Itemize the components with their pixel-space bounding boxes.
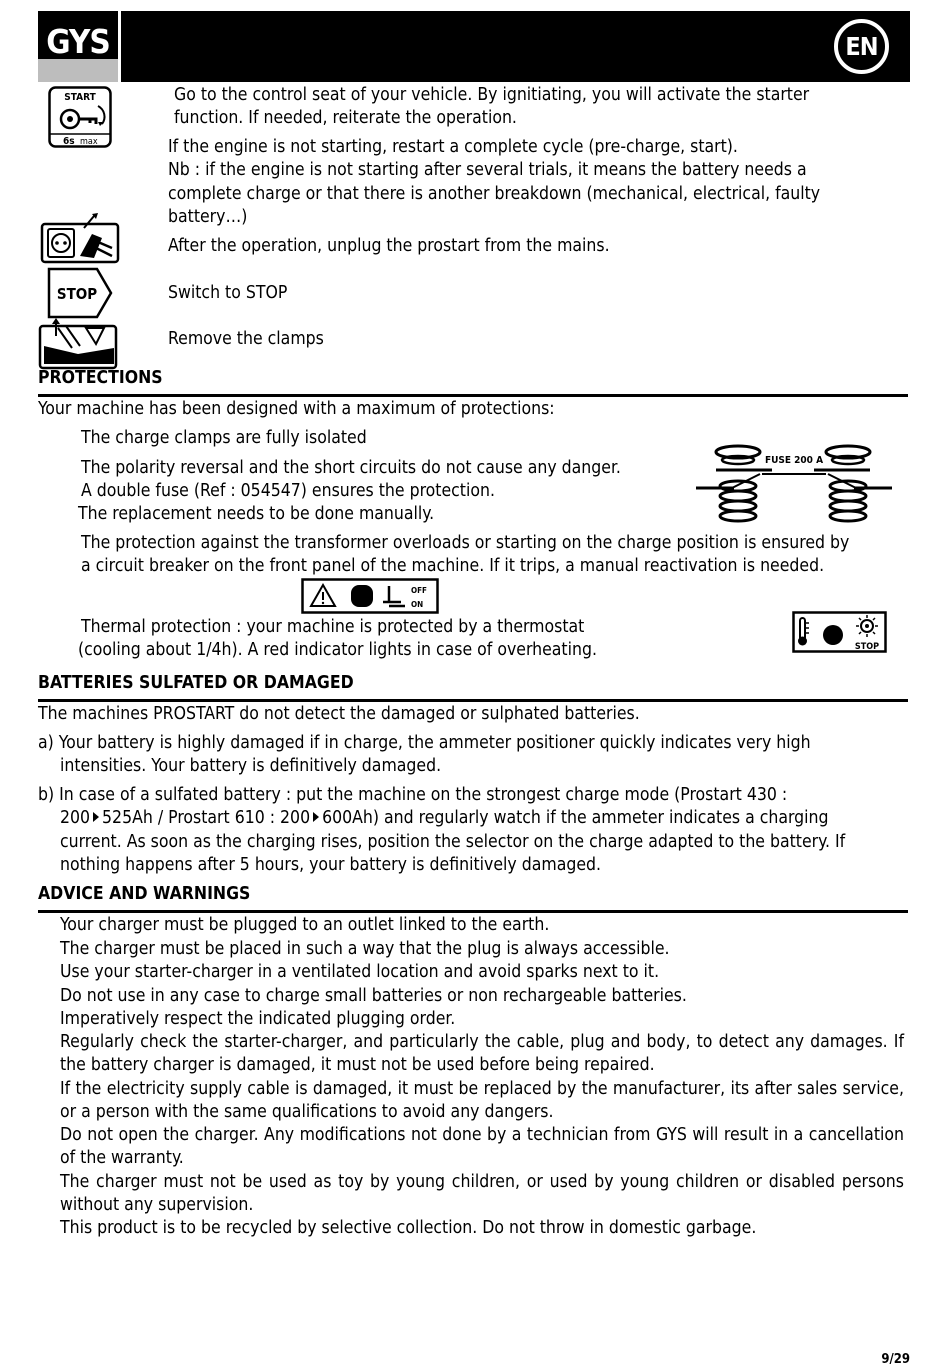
unplug-text: After the operation, unplug the prostart from the mains. [168, 236, 610, 256]
remove-clamps-text: Remove the clamps [168, 329, 324, 349]
protections-intro: Your machine has been designed with a maximum of protections: [38, 399, 555, 419]
unplug-icon [40, 212, 120, 264]
advice-item: The charger must be placed in such a way that the plug is always accessible. [60, 939, 670, 959]
breaker-off-label: OFF [411, 586, 427, 595]
start-line-2: function. If needed, reiterate the operation. [174, 108, 517, 128]
fuse-icon-label: FUSE 200 A [764, 455, 824, 466]
start-icon-time: 6s [63, 136, 75, 147]
logo-separator [118, 11, 121, 82]
logo-stripe [38, 59, 118, 82]
restart-line-3: complete charge or that there is another breakdown (mechanical, electrical, faulty [168, 184, 821, 204]
protection-fuse: A double fuse (Ref : 054547) ensures the protection. [81, 481, 495, 501]
restart-line-1: If the engine is not starting, restart a complete cycle (pre-charge, start). [168, 137, 738, 157]
b-line-2-part-3: 600Ah) and regularly watch if the ammeter indicates a charging [322, 808, 829, 828]
remove-clamps-icon [38, 318, 120, 370]
advice-item: Imperatively respect the indicated plugging order. [60, 1009, 456, 1029]
b-line-2-part-2: 525Ah / Prostart 610 : 200 [102, 808, 311, 828]
advice-item: Do not open the charger. Any modifications not done by a technician from GYS will result in a cancellation of the warranty. [60, 1125, 904, 1169]
page-number: 9/29 [881, 1352, 910, 1367]
advice-item: Regularly check the starter-charger, and particularly the cable, plug and body, to detect any damages. If the battery charger is damaged, it must not be used before being repaired. [60, 1032, 904, 1076]
batteries-b-line-1: b) In case of a sulfated battery : put the machine on the strongest charge mode (Prostart 430 : [38, 785, 788, 805]
breaker-on-label: ON [411, 600, 424, 609]
batteries-b-line-3: current. As soon as the charging rises, position the selector on the charge adapted to the battery. If [60, 832, 846, 852]
fuse-icon [694, 444, 894, 526]
advice-item: Your charger must be plugged to an outlet linked to the earth. [60, 915, 550, 935]
advice-item: Do not use in any case to charge small batteries or non rechargeable batteries. [60, 986, 687, 1006]
advice-item: If the electricity supply cable is damaged, it must be replaced by the manufacturer, its after sales service, or a person with the same qualifications to avoid any dangers. [60, 1079, 904, 1123]
protection-thermal-1: Thermal protection : your machine is protected by a thermostat [81, 617, 585, 637]
thermal-icon-label: STOP [854, 642, 880, 652]
start-icon-time-unit: max [80, 137, 98, 147]
advice-heading: ADVICE AND WARNINGS [38, 884, 251, 904]
start-line-1: Go to the control seat of your vehicle. By ignitiating, you will activate the starter [174, 85, 810, 105]
switch-stop-text: Switch to STOP [168, 283, 288, 303]
language-badge: EN [834, 19, 889, 74]
batteries-b-line-4: nothing happens after 5 hours, your battery is definitively damaged. [60, 855, 602, 875]
batteries-heading: BATTERIES SULFATED OR DAMAGED [38, 673, 354, 693]
restart-line-4: battery…) [168, 207, 248, 227]
stop-icon [47, 267, 113, 319]
header-bar [38, 11, 910, 82]
thermal-protection-icon [792, 611, 887, 653]
advice-item: The charger must not be used as toy by young children, or used by young children or disabled persons without any supervision. [60, 1172, 904, 1216]
protections-rule [38, 394, 908, 397]
restart-line-2: Nb : if the engine is not starting after several trials, it means the battery needs a [168, 160, 807, 180]
protection-replacement: The replacement needs to be done manually. [78, 504, 435, 524]
batteries-a-line-2: intensities. Your battery is definitively damaged. [60, 756, 442, 776]
start-icon-label: START [64, 92, 96, 103]
protection-polarity: The polarity reversal and the short circuits do not cause any danger. [81, 458, 621, 478]
start-key-icon [48, 86, 112, 148]
arrow-right-icon [90, 810, 102, 824]
batteries-b-line-2 [60, 807, 829, 830]
circuit-breaker-icon [301, 578, 439, 614]
protection-overload-1: The protection against the transformer overloads or starting on the charge position is ensured by [81, 533, 850, 553]
batteries-rule [38, 699, 908, 702]
protection-thermal-2: (cooling about 1/4h). A red indicator lights in case of overheating. [78, 640, 597, 660]
protections-heading: PROTECTIONS [38, 368, 163, 388]
gys-logo: GYS [46, 22, 110, 61]
protection-clamps: The charge clamps are fully isolated [81, 428, 367, 448]
stop-icon-label: STOP [56, 285, 98, 303]
batteries-intro: The machines PROSTART do not detect the damaged or sulphated batteries. [38, 704, 640, 724]
batteries-a-line-1: a) Your battery is highly damaged if in charge, the ammeter positioner quickly indicates very high [38, 733, 811, 753]
b-line-2-part-1: 200 [60, 808, 91, 828]
advice-rule [38, 910, 908, 913]
protection-overload-2: a circuit breaker on the front panel of the machine. If it trips, a manual reactivation is needed. [81, 556, 825, 576]
arrow-right-icon [310, 810, 322, 824]
advice-item: Use your starter-charger in a ventilated location and avoid sparks next to it. [60, 962, 660, 982]
advice-item: This product is to be recycled by selective collection. Do not throw in domestic garbage. [60, 1218, 757, 1238]
